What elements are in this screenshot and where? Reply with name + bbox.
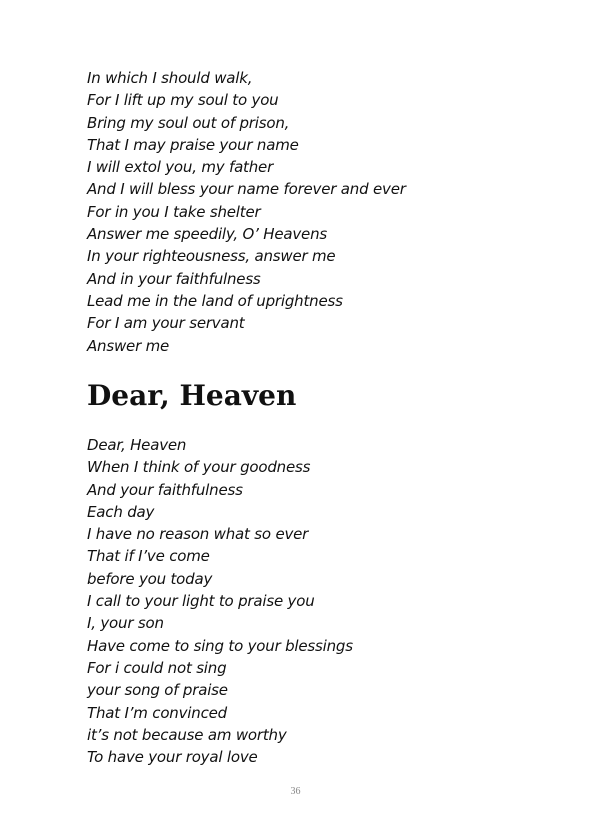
poem-line: To have your royal love bbox=[87, 748, 258, 767]
poem-line: For i could not sing bbox=[87, 658, 227, 677]
poem-line: Lead me in the land of uprightness bbox=[87, 291, 343, 310]
poem-line: Have come to sing to your blessings bbox=[87, 636, 353, 655]
poem-line: Each day bbox=[87, 502, 155, 521]
poem-line: Answer me speedily, O’ Heavens bbox=[87, 225, 327, 244]
poem-line: For I lift up my soul to you bbox=[87, 91, 279, 110]
poem-line: For I am your servant bbox=[87, 314, 245, 333]
poem-line: That if I’ve come bbox=[87, 547, 210, 566]
poem-line: I, your son bbox=[87, 614, 164, 633]
poem-line: And your faithfulness bbox=[87, 480, 243, 499]
poem-line: it’s not because am worthy bbox=[87, 725, 287, 744]
poem-line: I will extol you, my father bbox=[87, 158, 274, 177]
poem-line: That I’m convinced bbox=[87, 703, 227, 722]
poem-line: In which I should walk, bbox=[87, 69, 253, 87]
poem-stanza bbox=[87, 434, 353, 768]
poem-line: I call to your light to praise you bbox=[87, 592, 315, 611]
poem-line: And in your faithfulness bbox=[87, 269, 261, 288]
poem-title: Dear, Heaven bbox=[87, 379, 297, 412]
page-number: 36 bbox=[290, 786, 301, 797]
poem-line: Bring my soul out of prison, bbox=[87, 113, 290, 132]
poem-line: That I may praise your name bbox=[87, 135, 299, 154]
poem-line: Answer me bbox=[87, 336, 170, 355]
poem-line: your song of praise bbox=[87, 681, 228, 700]
poem-line: When I think of your goodness bbox=[87, 458, 311, 477]
poem-line: before you today bbox=[87, 569, 213, 588]
poem-line: I have no reason what so ever bbox=[87, 525, 309, 544]
poem-line: For in you I take shelter bbox=[87, 202, 261, 221]
poem-line: In your righteousness, answer me bbox=[87, 247, 336, 266]
poem-stanza bbox=[87, 67, 406, 357]
poem-line: And I will bless your name forever and ever bbox=[87, 180, 406, 199]
poem-line: Dear, Heaven bbox=[87, 436, 187, 454]
